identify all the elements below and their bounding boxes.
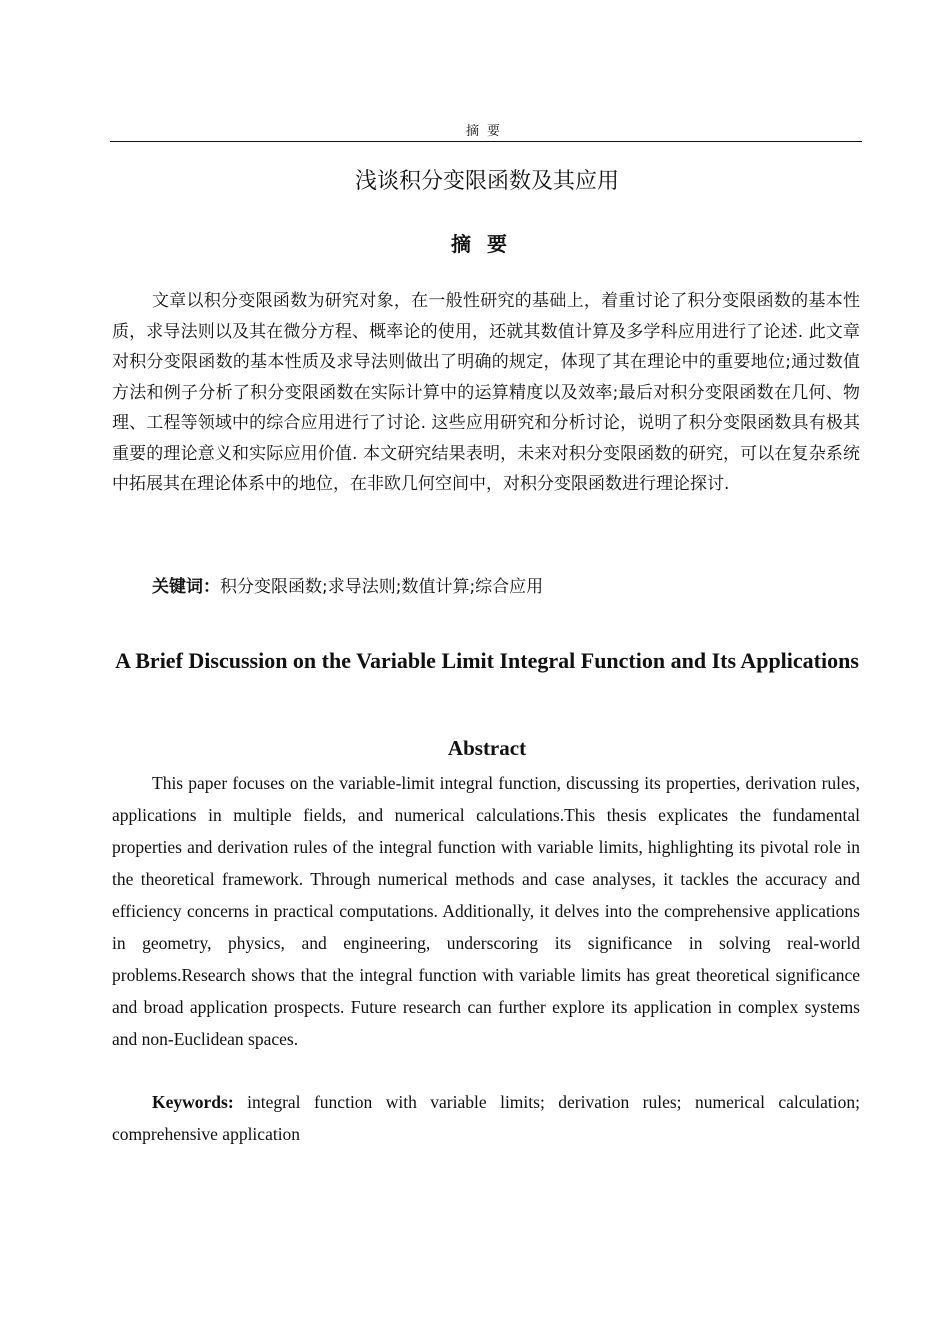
english-keywords-text: integral function with variable limits; derivation rules; numerical calculation; comprehensive application <box>112 1092 860 1144</box>
english-keywords-label: Keywords: <box>152 1092 234 1112</box>
english-keywords <box>112 1086 860 1150</box>
header-rule <box>110 141 862 142</box>
english-title: A Brief Discussion on the Variable Limit Integral Function and Its Applications <box>115 648 859 673</box>
english-abstract-heading: Abstract <box>447 736 527 760</box>
running-header: 摘要 <box>465 124 508 139</box>
chinese-abstract-body: 文章以积分变限函数为研究对象，在一般性研究的基础上，着重讨论了积分变限函数的基本性质，求导法则以及其在微分方程、概率论的使用，还就其数值计算及多学科应用进行了论述. 此文章对积分变限函数的基本性质及求导法则做出了明确的规定，体现了其在理论中的重要地位;通过数值方法和例子分析了积分变限函数在实际计算中的运算精度以及效率;最后对积分变限函数在几何、物理、工程等领域中的综合应用进行了讨论. 这些应用研究和分析讨论，说明了积分变限函数具有极其重要的理论意义和实际应用价值. 本文研究结果表明，未来对积分变限函数的研究，可以在复杂系统中拓展其在理论体系中的地位，在非欧几何空间中，对积分变限函数进行理论探讨. <box>112 291 860 494</box>
chinese-abstract-heading: 摘要 <box>451 232 523 256</box>
chinese-keywords <box>112 574 860 600</box>
chinese-title: 浅谈积分变限函数及其应用 <box>354 169 619 194</box>
chinese-keywords-label: 关键词： <box>152 577 220 597</box>
english-abstract-body: This paper focuses on the variable-limit integral function, discussing its properties, derivation rules, applications in multiple fields, and numerical calculations.This thesis explicates the fundamental properties and derivation rules of the integral function with variable limits, highlighting its pivotal role in the theoretical framework. Through numerical methods and case analyses, it tackles the accuracy and efficiency concerns in practical computations. Additionally, it delves into the comprehensive applications in geometry, physics, and engineering, underscoring its significance in solving real-world problems.Research shows that the integral function with variable limits has great theoretical significance and broad application prospects. Future research can further explore its application in complex systems and non-Euclidean spaces. <box>112 773 860 1049</box>
chinese-keywords-text: 积分变限函数;求导法则;数值计算;综合应用 <box>220 577 544 597</box>
